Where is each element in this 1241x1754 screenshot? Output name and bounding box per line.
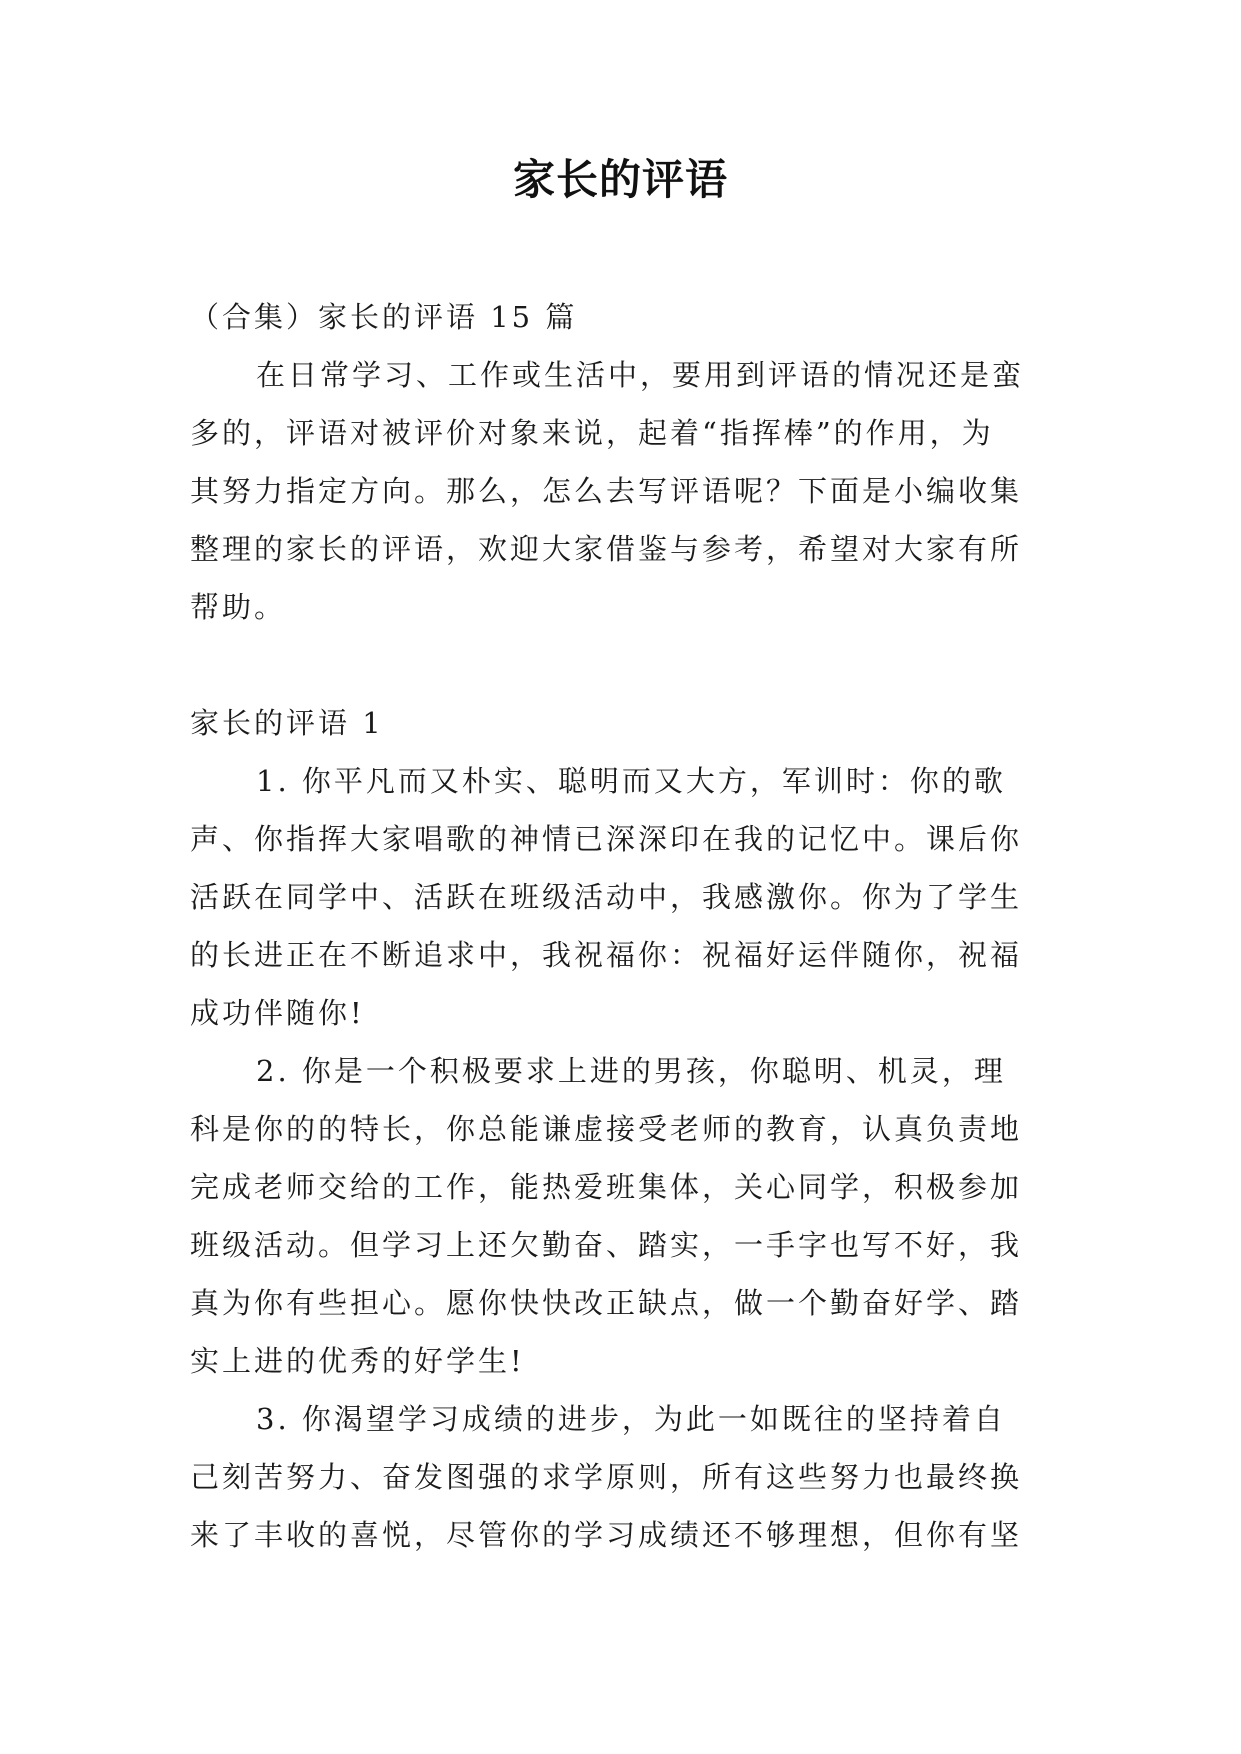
- comment-line: 实上进的优秀的好学生!: [190, 1344, 525, 1378]
- document-body: [190, 288, 1052, 1564]
- comment-line: 真为你有些担心。愿你快快改正缺点，做一个勤奋好学、踏: [190, 1286, 1023, 1320]
- comment-item-2: [190, 1042, 1052, 1390]
- intro-line: 多的，评语对被评价对象来说，起着“指挥棒”的作用，为: [190, 416, 994, 450]
- comment-line: 3. 你渴望学习成绩的进步，为此一如既往的坚持着自: [256, 1402, 1006, 1436]
- comment-item-1: [190, 752, 1052, 1042]
- paragraph-spacer: [190, 636, 1052, 694]
- comment-line: 活跃在同学中、活跃在班级活动中，我感激你。你为了学生: [190, 880, 1023, 914]
- comment-line: 来了丰收的喜悦，尽管你的学习成绩还不够理想，但你有坚: [190, 1518, 1023, 1552]
- intro-line: 在日常学习、工作或生活中，要用到评语的情况还是蛮: [256, 358, 1025, 392]
- document-title: 家长的评语: [512, 155, 728, 204]
- comment-line: 声、你指挥大家唱歌的神情已深深印在我的记忆中。课后你: [190, 822, 1023, 856]
- comment-item-3: [190, 1390, 1052, 1564]
- comment-line: 己刻苦努力、奋发图强的求学原则，所有这些努力也最终换: [190, 1460, 1023, 1494]
- comment-line: 1. 你平凡而又朴实、聪明而又大方，军训时：你的歌: [256, 764, 1006, 798]
- comment-line: 2. 你是一个积极要求上进的男孩，你聪明、机灵，理: [256, 1054, 1006, 1088]
- intro-paragraph: [190, 346, 1052, 636]
- intro-line: 帮助。: [190, 590, 287, 624]
- document-subtitle: （合集）家长的评语 15 篇: [190, 300, 578, 334]
- section-heading: 家长的评语 1: [190, 706, 384, 740]
- intro-line: 整理的家长的评语，欢迎大家借鉴与参考，希望对大家有所: [190, 532, 1023, 566]
- comment-line: 成功伴随你!: [190, 996, 365, 1030]
- comment-line: 完成老师交给的工作，能热爱班集体，关心同学，积极参加: [190, 1170, 1023, 1204]
- comment-line: 的长进正在不断追求中，我祝福你：祝福好运伴随你，祝福: [190, 938, 1023, 972]
- comment-line: 班级活动。但学习上还欠勤奋、踏实，一手字也写不好，我: [190, 1228, 1023, 1262]
- comment-line: 科是你的的特长，你总能谦虚接受老师的教育，认真负责地: [190, 1112, 1023, 1146]
- intro-line: 其努力指定方向。那么，怎么去写评语呢？下面是小编收集: [190, 474, 1023, 508]
